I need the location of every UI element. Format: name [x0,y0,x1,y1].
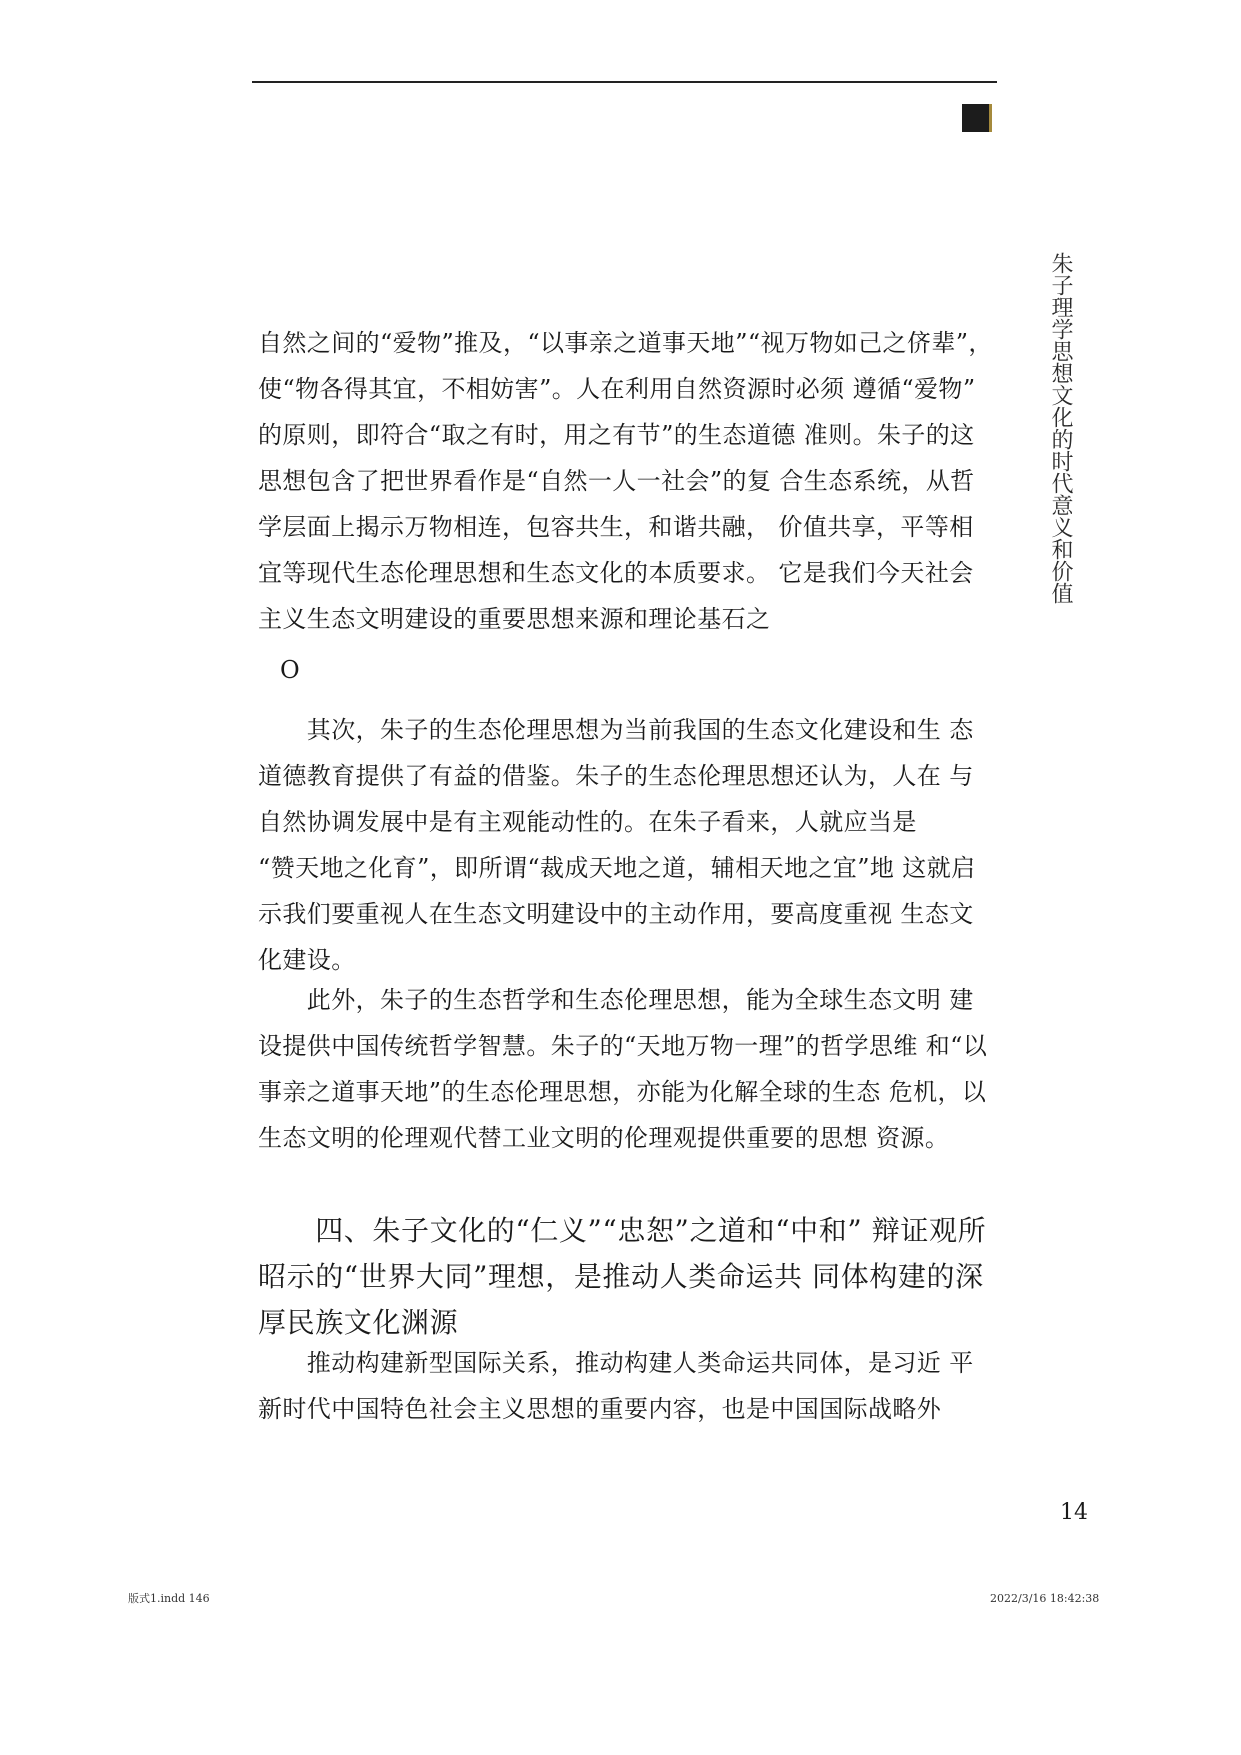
text-line: 生态文明的伦理观代替工业文明的伦理观提供重要的思想 资源。 [258,1124,950,1152]
paragraph-4 [258,1340,992,1432]
heading-line: 四、朱子文化的“仁义”“忠恕”之道和“中和” 辩证观所 [258,1214,987,1247]
text-line: 自然之间的“爱物”推及，“以事亲之道事天地”“视万物如己之侪辈”， [258,329,993,357]
print-slug-file: 版式1.indd 146 [128,1592,210,1605]
text-line: 道德教育提供了有益的借鉴。朱子的生态伦理思想还认为，人在 与 [258,762,974,790]
text-line: 化建设。 [258,946,356,974]
text-line: 学层面上揭示万物相连，包容共生，和谐共融， 价值共享，平等相 [258,513,974,541]
text-line: 此外，朱子的生态哲学和生态伦理思想，能为全球生态文明 建 [258,986,974,1014]
header-rule [252,81,997,83]
text-line: 使“物各得其宜，不相妨害”。人在利用自然资源时必须 遵循“爱物” [258,375,976,403]
text-line: 其次，朱子的生态伦理思想为当前我国的生态文化建设和生 态 [258,716,974,744]
paragraph-2 [258,707,992,983]
text-line: 示我们要重视人在生态文明建设中的主动作用，要高度重视 生态文 [258,900,974,928]
paragraph-1 [258,320,992,642]
heading-line: 昭示的“世界大同”理想，是推动人类命运共 同体构建的深 [258,1260,984,1293]
paragraph-3 [258,977,992,1161]
text-line: 自然协调发展中是有主观能动性的。在朱子看来，人就应当是 [258,808,917,836]
text-line: 设提供中国传统哲学智慧。朱子的“天地万物一理”的哲学思维 和“以 [258,1032,988,1060]
print-slug-timestamp: 2022/3/16 18:42:38 [990,1592,1100,1605]
text-line: 主义生态文明建设的重要思想来源和理论基石之 [258,605,771,633]
text-line: 事亲之道事天地”的生态伦理思想，亦能为化解全球的生态 危机，以 [258,1078,987,1106]
text-line: 思想包含了把世界看作是“自然一人一社会”的复 合生态系统，从哲 [258,467,975,495]
page-number: 14 [1060,1500,1088,1525]
corner-square-mark [962,104,992,132]
running-title-vertical: 朱子理学思想文化的时代意义和价值 [1048,252,1073,604]
text-line: 的原则，即符合“取之有时，用之有节”的生态道德 准则。朱子的这 [258,421,975,449]
text-line: 推动构建新型国际关系，推动构建人类命运共同体，是习近 平 [258,1349,974,1377]
heading-line: 厚民族文化渊源 [258,1306,459,1339]
stray-circle-mark: O [280,656,300,684]
text-line: 宜等现代生态伦理思想和生态文化的本质要求。 它是我们今天社会 [258,559,974,587]
text-line: 新时代中国特色社会主义思想的重要内容，也是中国国际战略外 [258,1395,942,1423]
text-line: “赞天地之化育”，即所谓“裁成天地之道，辅相天地之宜”地 这就启 [258,854,976,882]
section-heading [258,1208,998,1346]
